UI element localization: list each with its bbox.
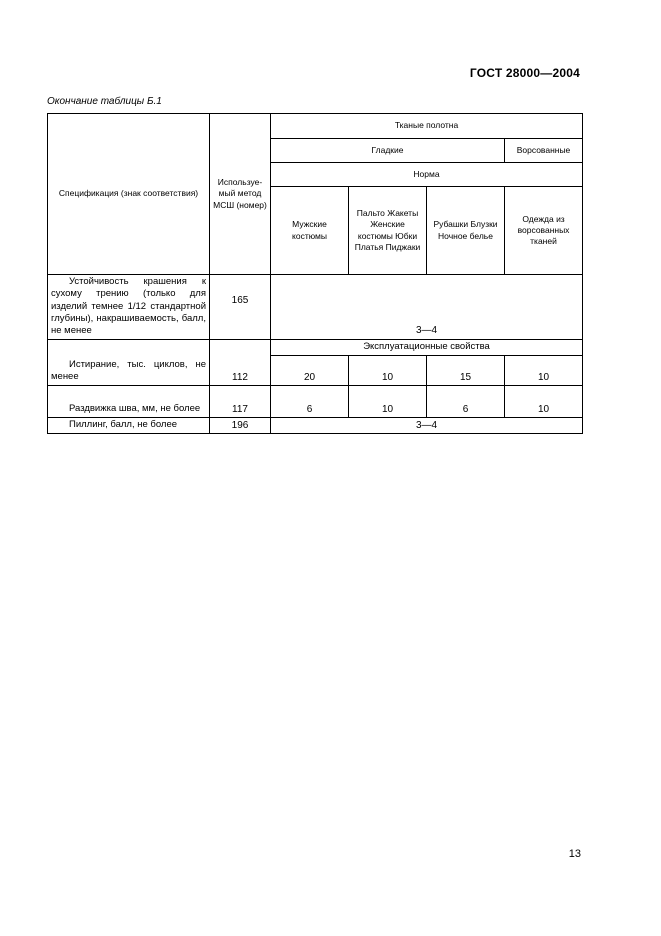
row-merged-value: 3—4 xyxy=(271,275,583,340)
table-row xyxy=(48,385,583,417)
value-cell: 10 xyxy=(349,355,427,385)
value-cell: 6 xyxy=(427,385,505,417)
row-spec-seam-slippage: Раздвижка шва, мм, не более xyxy=(48,385,210,417)
header-method: Используе-мый метод МСШ (номер) xyxy=(210,114,271,275)
row-merged-value: 3—4 xyxy=(271,417,583,433)
table-row xyxy=(48,275,583,340)
row-spec-abrasion: Истирание, тыс. циклов, не менее xyxy=(48,339,210,385)
header-col-mens-suits: Мужские костюмы xyxy=(271,187,349,275)
header-pile: Ворсованные xyxy=(505,139,583,163)
row-spec-pilling: Пиллинг, балл, не более xyxy=(48,417,210,433)
header-smooth: Гладкие xyxy=(271,139,505,163)
table-row xyxy=(48,417,583,433)
value-cell: 6 xyxy=(271,385,349,417)
row-method: 112 xyxy=(210,339,271,385)
header-col-shirts: Рубашки Блузки Ночное белье xyxy=(427,187,505,275)
page-number: 13 xyxy=(568,848,581,860)
row-method: 117 xyxy=(210,385,271,417)
header-col-pile-clothing: Одежда из ворсованных тканей xyxy=(505,187,583,275)
header-norm: Норма xyxy=(271,163,583,187)
row-spec-crocking: Устойчивость крашения к сухому трению (только для изделий темнее 1/12 стандартной глубины), накрашиваемость, балл, не менее xyxy=(48,275,210,340)
document-standard-number: ГОСТ 28000—2004 xyxy=(469,66,580,80)
value-cell: 10 xyxy=(505,385,583,417)
value-cell: 20 xyxy=(271,355,349,385)
specification-table xyxy=(47,113,583,434)
value-cell: 15 xyxy=(427,355,505,385)
header-col-coats: Пальто Жакеты Женские костюмы Юбки Платья Пиджаки xyxy=(349,187,427,275)
header-specification: Спецификация (знак соответствия) xyxy=(48,114,210,275)
value-cell: 10 xyxy=(505,355,583,385)
header-woven-fabrics: Тканые полотна xyxy=(271,114,583,139)
row-method: 165 xyxy=(210,275,271,340)
section-operational-properties: Эксплуатационные свойства xyxy=(271,339,583,355)
table-caption: Окончание таблицы Б.1 xyxy=(47,96,162,107)
value-cell: 10 xyxy=(349,385,427,417)
row-method: 196 xyxy=(210,417,271,433)
